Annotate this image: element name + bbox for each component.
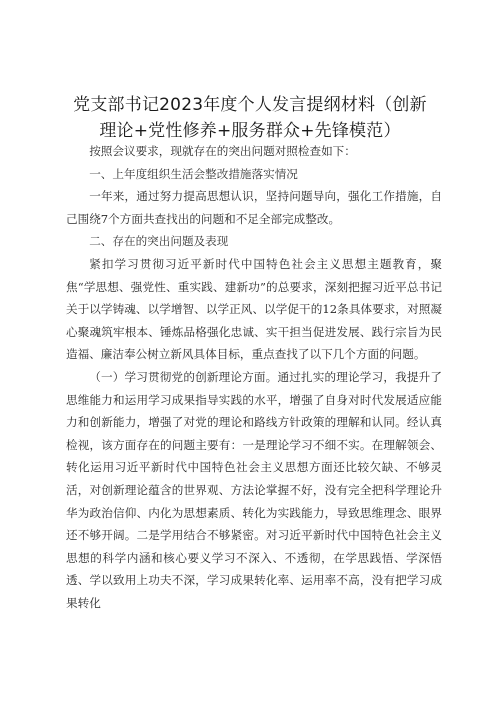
body-paragraph: （一）学习贯彻党的创新理论方面。通过扎实的理论学习，我提升了思维能力和运用学习成果指导实践的水平，增强了自身对时代发展适应能力和创新能力，增强了对党的理论和路线方针政策的理解和认同。经认真检视，该方面存在的问题主要有：一是理论学习不细不实。在理解领会、转化运用习近平新时代中国特色社会主义思想方面还比较欠缺、不够灵活，对创新理论蕴含的世界观、方法论掌握不好，没有完全把科学理论升华为政治信仰、内化为思想素质、转化为实践能力，导致思维理念、眼界还不够开阔。二是学用结合不够紧密。对习近平新时代中国特色社会主义思想的科学内涵和核心要义学习不深入、不透彻，在学思践悟、学深悟透、学以致用上功夫不深，学习成果转化率、运用率不高，没有把学习成果转化	[66, 369, 442, 610]
body-paragraph: 一年来，通过努力提高思想认识，坚持问题导向，强化工作措施，自己围绕7个方面共查找出的问题和不足全部完成整改。	[66, 189, 442, 226]
body-paragraph: 紧扣学习贯彻习近平新时代中国特色社会主义思想主题教育，聚焦“学思想、强党性、重实践、建新功”的总要求，深刻把握习近平总书记关于以学铸魂、以学增智、以学正风、以学促干的12条具体要求，对照凝心聚魂筑牢根本、锤炼品格强化忠诚、实干担当促进发展、践行宗旨为民造福、廉洁奉公树立新风具体目标，重点查找了以下几个方面的问题。	[66, 256, 442, 362]
section-heading-2: 二、存在的突出问题及表现	[89, 234, 229, 249]
document-title: 党支部书记2023年度个人发言提纲材料（创新理论+党性修养+服务群众+先锋模范）	[73, 95, 427, 141]
intro-paragraph: 按照会议要求，现就存在的突出问题对照检查如下：	[89, 144, 356, 158]
section-heading-1: 一、上年度组织生活会整改措施落实情况	[89, 166, 298, 181]
document-body	[66, 140, 442, 614]
